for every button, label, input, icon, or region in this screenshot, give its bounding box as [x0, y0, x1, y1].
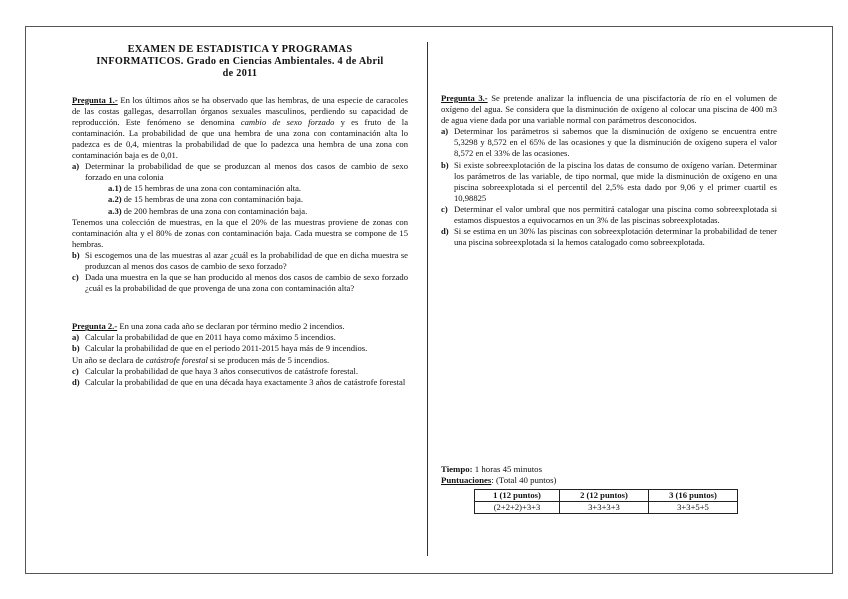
q2-mid-emphasis: catástrofe forestal: [145, 354, 208, 365]
title-line-3: de 2011: [222, 68, 258, 80]
q2-item-a-label: a): [72, 332, 80, 343]
q2-item-b: [72, 343, 408, 354]
scores-label: Puntuaciones: [441, 475, 492, 485]
q1-item-c-text: Dada una muestra en la que se han producido al menos dos casos de cambio de sexo forzado ¿cuál es la probabilidad de que provenga de una zona con contaminación alta?: [85, 272, 408, 294]
q3-item-b-label: b): [441, 159, 449, 170]
q1-item-b: [72, 250, 408, 272]
q1-subitem-a3: [72, 206, 408, 217]
q2-mid-text-2: si se producen más de 5 incendios.: [207, 354, 330, 365]
q1-subitem-a1-label: a.1): [108, 183, 122, 194]
scores-table: [474, 489, 738, 514]
scores-value-row: [475, 502, 738, 514]
q2-item-d-label: d): [72, 376, 80, 387]
q1-subitem-a2-text: de 15 hembras de una zona con contaminación baja.: [121, 194, 303, 205]
q3-item-c-text: Determinar el valor umbral que nos permitirá catalogar una piscina como sobreexplotada si estamos dispuestos a equivocarnos en un 3% de las piscinas sobreexplotadas.: [454, 203, 777, 226]
q1-item-c: [72, 272, 408, 294]
q2-item-d-text: Calcular la probabilidad de que en una década haya exactamente 3 años de catástrofe forestal: [85, 376, 406, 387]
question-2-heading: Pregunta 2.-: [72, 321, 118, 332]
q2-item-c: [72, 366, 408, 377]
question-1-intro: [72, 95, 408, 162]
q1-subitem-a3-label: a.3): [108, 205, 122, 216]
q1-subitem-a2: [72, 194, 408, 205]
question-1-heading: Pregunta 1.-: [72, 94, 118, 105]
q2-item-a: [72, 332, 408, 343]
q3-item-b: [441, 160, 777, 204]
scores-value-3: 3+3+5+5: [649, 502, 738, 514]
question-3-heading: Pregunta 3.-: [441, 93, 488, 103]
q3-item-c: [441, 204, 777, 226]
q1-item-b-text: Si escogemos una de las muestras al azar ¿cuál es la probabilidad de que en dicha muestra se produzcan al menos dos casos de cambio de sexo forzado?: [85, 249, 408, 272]
scores-header-2: 2 (12 puntos): [560, 490, 649, 502]
q1-subitem-a1-text: de 15 hembras de una zona con contaminación alta.: [121, 183, 302, 194]
exam-footer: [441, 464, 556, 486]
q1-item-a: [72, 161, 408, 183]
q1-mid-text: Tenemos una colección de muestras, en la que el 20% de las muestras proviene de zonas con contaminación alta y el 80% de zonas con contaminación baja. Cada muestra se compone de 15 hembras.: [72, 216, 408, 249]
question-3-intro: [441, 93, 777, 126]
scores-value-2: 3+3+3+3: [560, 502, 649, 514]
question-2-intro: [72, 321, 408, 332]
q3-item-c-label: c): [441, 203, 448, 214]
q1-intro-text-2: y es fruto de la contaminación. La probabilidad de que una hembra de una zona con contaminación alta lo padezca es de 0,4, mientras la probabilidad de que lo padezca una hembra de una zona con contaminación baja es de 0,01.: [72, 116, 409, 161]
title-line-1: EXAMEN DE ESTADISTICA Y PROGRAMAS: [127, 44, 353, 55]
q2-item-c-label: c): [72, 365, 79, 376]
q2-item-c-text: Calcular la probabilidad de que haya 3 años consecutivos de catástrofe forestal.: [85, 365, 358, 376]
time-line: [441, 464, 556, 475]
q1-subitem-a1: [72, 183, 408, 194]
q1-item-a-label: a): [72, 161, 80, 172]
q2-item-d: [72, 377, 408, 388]
q3-intro-text: Se pretende analizar la influencia de una piscifactoría de río en el volumen de oxígeno del agua. Se considera que la disminución de oxígeno al colocar una piscina de 400 m3 de agua viene dada por una variable normal con parámetros desconocidos.: [441, 93, 777, 126]
q3-item-a: [441, 126, 777, 159]
q3-item-d-text: Si se estima en un 30% las piscinas con sobreexplotación determinar la probabilidad de tener una piscina sobreexplotada si la hemos catalogado como sobreexplotada.: [454, 226, 777, 248]
q1-item-c-label: c): [72, 272, 79, 283]
q1-intro-text: En los últimos años se ha observado que las hembras, de una especie de caracoles de las costas gallegas, desarrollan órganos sexuales masculinos, perdiendo su capacidad de reproducción. Este fenómeno se denomina: [72, 94, 408, 127]
q1-item-a-text: Determinar la probabilidad de que se produzcan al menos dos casos de cambio de sexo forzado en una colonia: [85, 161, 408, 183]
q2-item-b-label: b): [72, 343, 80, 354]
scores-header-row: [475, 490, 738, 502]
left-column: [72, 44, 408, 388]
q2-item-b-text: Calcular la probabilidad de que en el periodo 2011-2015 haya más de 9 incendios.: [85, 343, 368, 354]
scores-total: : (Total 40 puntos): [491, 475, 557, 485]
q1-item-b-label: b): [72, 249, 80, 260]
q2-item-a-text: Calcular la probabilidad de que en 2011 haya como máximo 5 incendios.: [85, 332, 336, 343]
scores-value-1: (2+2+2)+3+3: [475, 502, 560, 514]
q3-item-d-label: d): [441, 226, 449, 237]
q1-intro-emphasis: cambio de sexo forzado: [240, 116, 335, 127]
q2-mid-text-1: Un año se declara de: [72, 354, 146, 365]
time-value: 1 horas 45 minutos: [472, 464, 543, 474]
scores-header-1: 1 (12 puntos): [475, 490, 560, 502]
q3-item-a-label: a): [441, 126, 449, 137]
q3-item-d: [441, 226, 777, 248]
right-column: [441, 93, 777, 248]
time-label: Tiempo:: [441, 464, 473, 474]
q2-intro-text: En una zona cada año se declaran por término medio 2 incendios.: [117, 321, 345, 332]
title-line-2: INFORMATICOS. Grado en Ciencias Ambientales. 4 de Abril: [96, 56, 384, 68]
exam-title: [72, 44, 408, 81]
q1-subitem-a2-label: a.2): [108, 194, 122, 205]
scores-line: [441, 475, 556, 486]
q1-subitem-a3-text: de 200 hembras de una zona con contaminación baja.: [121, 205, 308, 216]
scores-header-3: 3 (16 puntos): [649, 490, 738, 502]
spacer: [72, 294, 408, 321]
q3-item-a-text: Determinar los parámetros si sabemos que la disminución de oxígeno se encuentra entre 5,3298 y 8,572 en el 65% de las ocasiones y que la disminución de oxígeno supera el valor 8,572 en el 33% de las ocasiones.: [454, 126, 777, 159]
q2-mid-text: [72, 355, 408, 366]
q3-item-b-text: Si existe sobreexplotación de la piscina los datas de consumo de oxígeno varían. Determinar los parámetros de las variable, de tipo normal, que mide la disminución de oxígeno en una piscina sobreexplotada si el percentil del 2,5% esta dado por 9,06 y el primer cuartil es 10,98825: [454, 159, 777, 203]
column-divider: [427, 42, 428, 556]
